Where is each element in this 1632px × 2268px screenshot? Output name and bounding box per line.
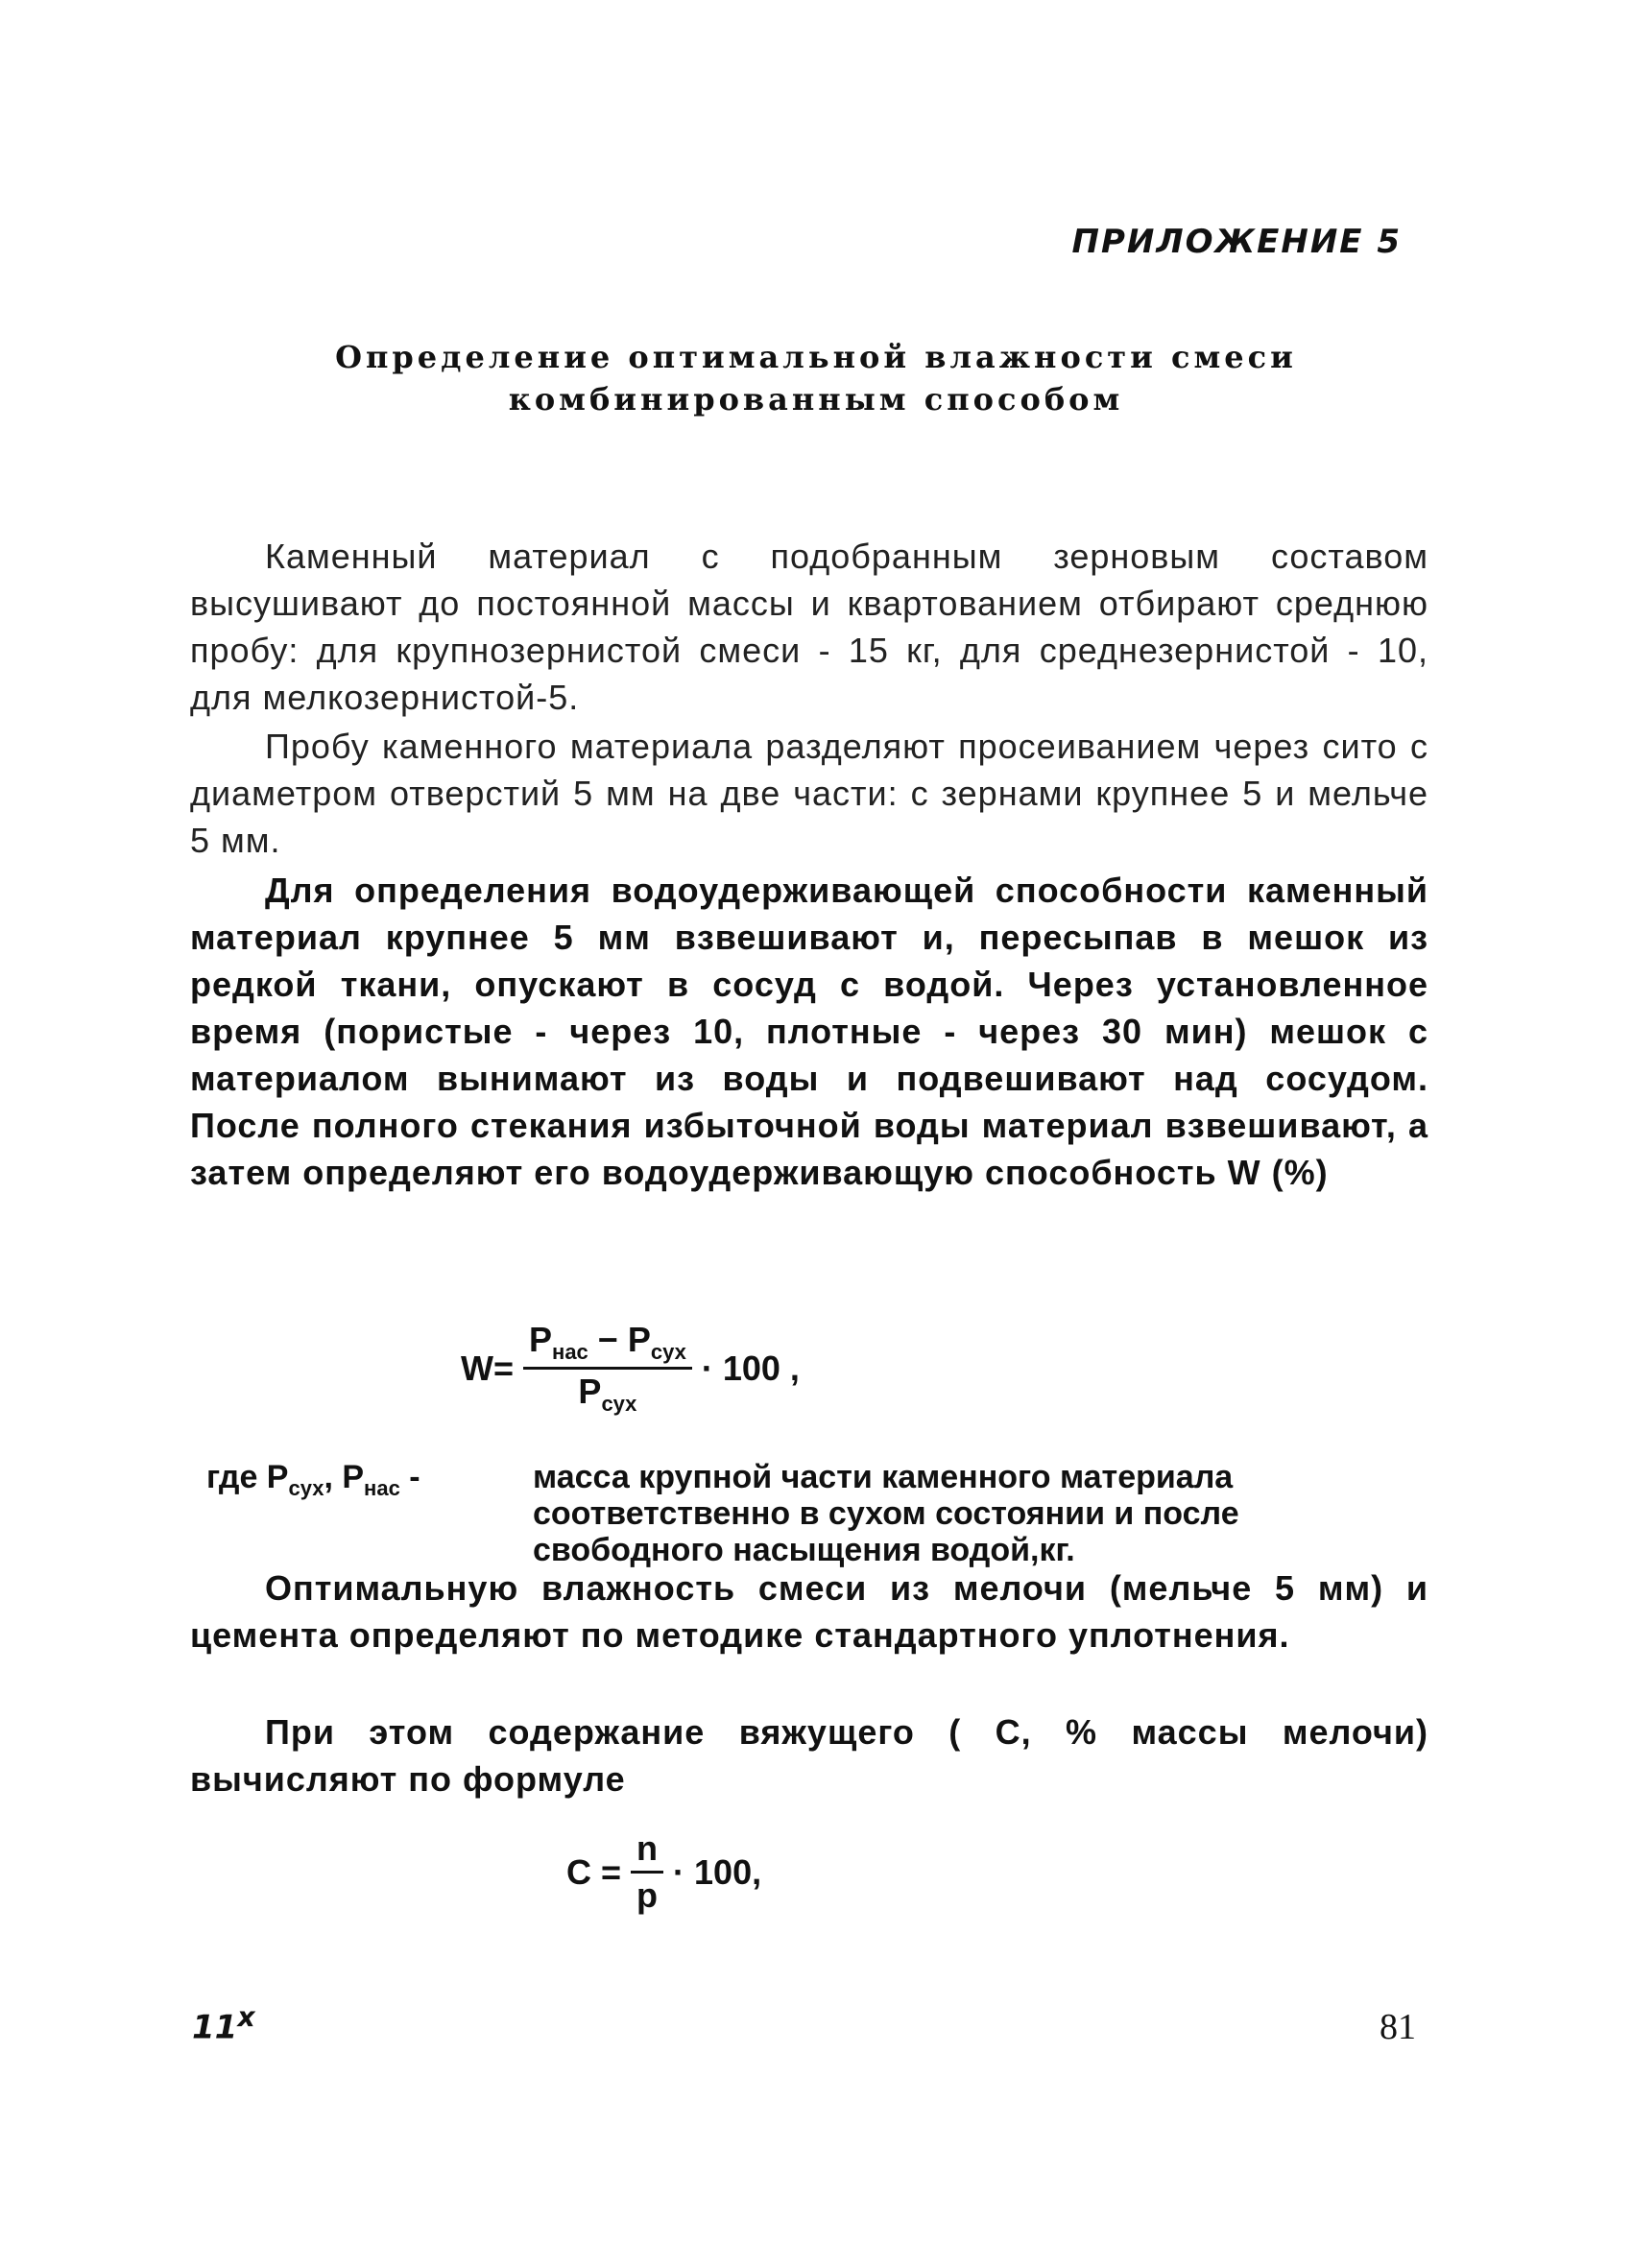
section-title [288, 336, 1344, 420]
paragraph-1: Каменный материал с подобранным зерновым составом высушивают до постоянной массы и квартованием отбирают среднюю пробу: для крупнозернистой смеси - 15 кг, для среднезернистой - 10, для мелкозернистой-5. [190, 537, 1428, 717]
where-label: где $P_{сух}$, $P_{нас}$ - [206, 1459, 420, 1500]
formula-w-lhs: W= [461, 1348, 515, 1388]
formula-w-numerator: $P_{нас} - P_{сух}$ [523, 1320, 692, 1370]
paragraph-3: Для определения водоудерживающей способности каменный материал крупнее 5 мм взвешивают и, пересыпав в мешок из редкой ткани, опускают в сосуд с водой. Через установленное время (пористые - через 10, плотные - через 30 мин) мешок с материалом вынимают из воды и подвешивают над сосудом. После полного стекания избыточной воды материал взвешивают, а затем определяют его водоудерживающую способность W (%) [190, 871, 1428, 1192]
paragraph-4: Оптимальную влажность смеси из мелочи (мельче 5 мм) и цемента определяют по методике стандартного уплотнения. [190, 1568, 1428, 1655]
formula-w-denominator: $P_{сух}$ [578, 1372, 637, 1416]
signature-mark: 11$^x$ [192, 2001, 255, 2047]
paragraph-2: Пробу каменного материала разделяют просеиванием через сито с диаметром отверстий 5 мм на две части: с зернами крупнее 5 и мельче 5 мм. [190, 727, 1428, 860]
formula-c-denominator: p [636, 1875, 659, 1915]
formula-w [461, 1320, 800, 1417]
appendix-label: ПРИЛОЖЕНИЕ 5 [1071, 223, 1402, 261]
title-line-2: комбинированным способом [508, 381, 1124, 418]
formula-w-fraction [523, 1320, 692, 1417]
title-line-1: Определение оптимальной влажности смеси [335, 339, 1297, 375]
formula-c-lhs: C = [566, 1851, 622, 1892]
formula-c-numerator: n [631, 1828, 663, 1874]
where-description: масса крупной части каменного материала соответственно в сухом состоянии и после свободного насыщения водой,кг. [533, 1459, 1239, 1568]
formula-w-tail: · 100 , [701, 1348, 800, 1388]
formula-c-fraction [631, 1828, 663, 1916]
paragraph-5: При этом содержание вяжущего ( C, % массы мелочи) вычисляют по формуле [190, 1712, 1428, 1799]
page-number: 81 [1380, 2007, 1416, 2047]
formula-c [566, 1828, 761, 1916]
formula-c-tail: · 100, [673, 1851, 762, 1892]
